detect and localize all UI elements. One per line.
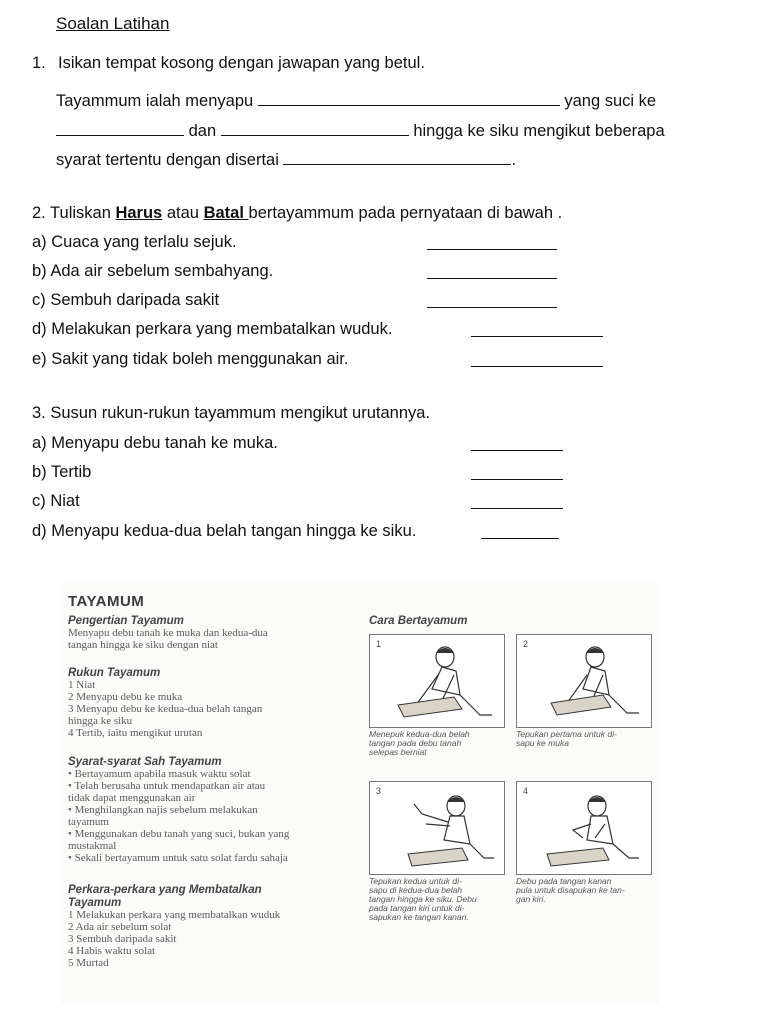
panel-caption: sapu di kedua-dua belah [369, 885, 463, 895]
panel-caption: pula untuk disapukan ke tan- [516, 885, 625, 895]
panel-caption: tangan pada debu tanah [369, 738, 462, 748]
q1-blank-3[interactable] [221, 121, 409, 136]
q2-item-a: a) Cuaca yang terlalu sejuk. [32, 233, 237, 251]
panel-caption: selepas berniat [369, 747, 427, 757]
illustration-panel-3 [369, 781, 505, 875]
q2-item-d: d) Melakukan perkara yang membatalkan wuduk. [32, 320, 393, 338]
perkara-line: 5 Murtad [68, 957, 109, 969]
cara-heading: Cara Bertayamum [369, 615, 468, 627]
q1-line2-rest: hingga ke siku mengikut beberapa [413, 122, 665, 140]
perkara-line: 3 Sembuh daripada sakit [68, 933, 177, 945]
panel-caption: Tepukan pertama untuk di- [516, 729, 617, 739]
q1-instruction: Isikan tempat kosong dengan jawapan yang betul. [58, 54, 425, 72]
rukun-line: 4 Tertib, iaitu mengikut urutan [68, 727, 203, 739]
panel-caption: gan kiri. [516, 894, 546, 904]
q2-item-e: e) Sakit yang tidak boleh menggunakan air. [32, 350, 349, 368]
person-wiping-face-illustration [517, 635, 651, 727]
person-tapping-dust-illustration [370, 635, 504, 727]
panel-caption: Tepukan kedua untuk di- [369, 876, 462, 886]
person-wiping-arm-illustration [370, 782, 504, 874]
q2-answer-a[interactable] [427, 233, 557, 250]
syarat-line: • Menghilangkan najis sebelum melakukan [68, 804, 258, 816]
syarat-line: • Telah berusaha untuk mendapatkan air atau [68, 780, 266, 792]
q1-blank-2[interactable] [56, 121, 184, 136]
panel-number: 3 [376, 786, 382, 796]
q2-word-batal: Batal [203, 204, 244, 222]
panel-caption: pada tangan kiri untuk di- [369, 903, 465, 913]
q2-heading [32, 204, 562, 223]
q2-answer-e[interactable] [471, 350, 603, 367]
q1-line2 [56, 121, 665, 141]
perkara-line: 2 Ada air sebelum solat [68, 921, 172, 933]
q2-answer-c[interactable] [427, 291, 557, 308]
q3-item-d: d) Menyapu kedua-dua belah tangan hingga ke siku. [32, 522, 417, 540]
rukun-heading: Rukun Tayamum [68, 667, 161, 679]
q1-blank-4[interactable] [283, 150, 511, 165]
q2-suffix: bertayammum pada pernyataan di bawah . [248, 204, 563, 222]
textbook-excerpt [60, 583, 660, 1003]
q3-item-c: c) Niat [32, 492, 80, 510]
q1-line2-dan: dan [188, 122, 217, 140]
illustration-panel-2 [516, 634, 652, 728]
q2-item-b: b) Ada air sebelum sembahyang. [32, 262, 274, 280]
q2-item-c: c) Sembuh daripada sakit [32, 291, 220, 309]
syarat-heading: Syarat-syarat Sah Tayamum [68, 756, 222, 768]
q1-line3 [56, 150, 516, 170]
q3-item-a: a) Menyapu debu tanah ke muka. [32, 434, 278, 452]
q1-number: 1. [32, 54, 46, 72]
q1-line1 [56, 91, 656, 111]
panel-number: 1 [376, 639, 382, 649]
perkara-line: 1 Melakukan perkara yang membatalkan wuduk [68, 909, 281, 921]
syarat-line: • Bertayamum apabila masuk waktu solat [68, 768, 251, 780]
rukun-line: 3 Menyapu debu ke kedua-dua belah tangan [68, 703, 263, 715]
q1-blank-1[interactable] [258, 91, 560, 106]
q2-word-harus: Harus [115, 204, 163, 222]
rukun-line: hingga ke siku [68, 715, 133, 727]
perkara-heading: Perkara-perkara yang Membatalkan [68, 884, 262, 896]
syarat-line: tidak dapat menggunakan air [68, 792, 196, 804]
pengertian-line: tangan hingga ke siku dengan niat [68, 639, 218, 651]
q3-answer-d[interactable] [481, 522, 559, 539]
book-title: TAYAMUM [68, 593, 145, 610]
q2-prefix: 2. Tuliskan [32, 204, 111, 222]
q1-line1-start: Tayammum ialah menyapu [56, 92, 254, 110]
syarat-line: tayamum [68, 816, 109, 828]
page-title: Soalan Latihan [56, 14, 170, 33]
perkara-heading-2: Tayamum [68, 897, 122, 909]
syarat-line: • Sekali bertayamum untuk satu solat fardu sahaja [68, 852, 288, 864]
q3-heading: 3. Susun rukun-rukun tayammum mengikut urutannya. [32, 404, 431, 422]
q3-item-b: b) Tertib [32, 463, 92, 481]
rukun-line: 2 Menyapu debu ke muka [68, 691, 183, 703]
q3-answer-c[interactable] [471, 492, 563, 509]
syarat-line: mustakmal [68, 840, 117, 852]
panel-caption: tangan hingga ke siku. Debu [369, 894, 477, 904]
q2-mid: atau [166, 204, 199, 222]
rukun-line: 1 Niat [68, 679, 96, 691]
illustration-panel-4 [516, 781, 652, 875]
panel-caption: sapu ke muka [516, 738, 569, 748]
perkara-line: 4 Habis waktu solat [68, 945, 156, 957]
pengertian-heading: Pengertian Tayamum [68, 615, 184, 627]
panel-caption: Debu pada tangan kanan [516, 876, 612, 886]
q2-answer-b[interactable] [427, 262, 557, 279]
illustration-panel-1 [369, 634, 505, 728]
q3-answer-b[interactable] [471, 463, 563, 480]
panel-number: 2 [523, 639, 529, 649]
q2-answer-d[interactable] [471, 320, 603, 337]
syarat-line: • Menggunakan debu tanah yang suci, bukan yang [68, 828, 290, 840]
q1-line3-start: syarat tertentu dengan disertai [56, 151, 279, 169]
panel-number: 4 [523, 786, 529, 796]
q1-line1-end: yang suci ke [564, 92, 657, 110]
person-wiping-other-arm-illustration [517, 782, 651, 874]
q3-answer-a[interactable] [471, 434, 563, 451]
pengertian-line: Menyapu debu tanah ke muka dan kedua-dua [68, 627, 268, 639]
q1-line3-end: . [511, 151, 517, 169]
panel-caption: Menepuk kedua-dua belah [369, 729, 470, 739]
panel-caption: sapukan ke tangan kanan. [369, 912, 469, 922]
